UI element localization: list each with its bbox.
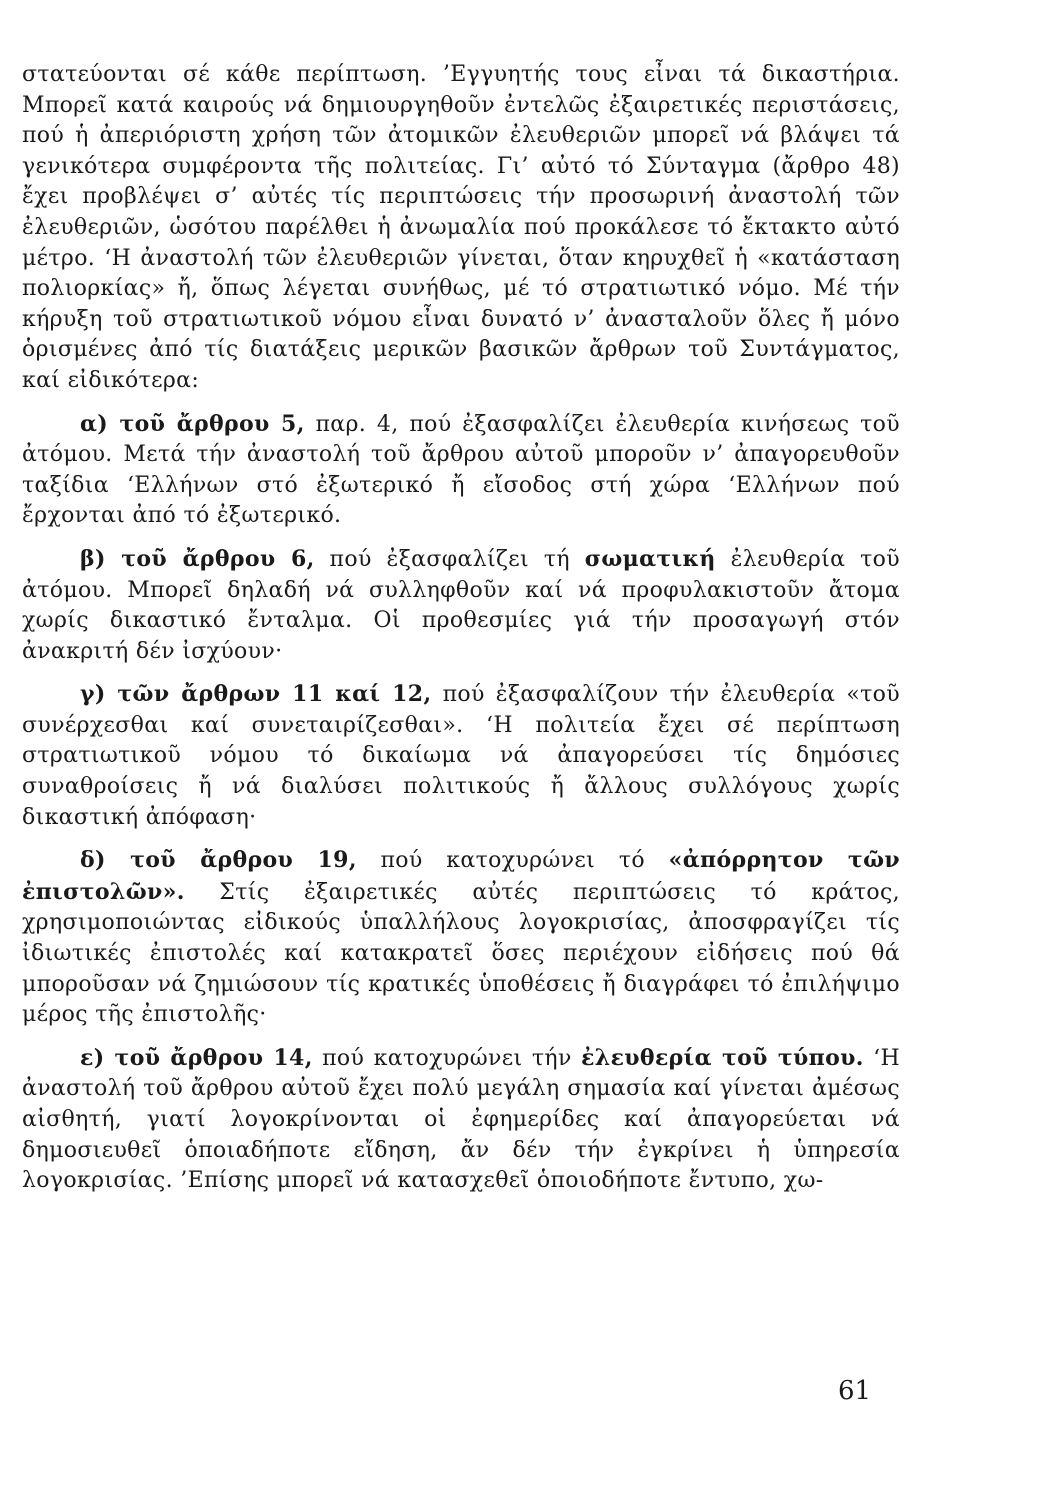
item-d-paragraph	[22, 845, 900, 1031]
item-b-paragraph	[22, 544, 900, 667]
item-e-bold-term: ἐλευθερία τοῦ τύπου.	[581, 1044, 864, 1071]
intro-paragraph: στατεύονται σέ κάθε περίπτωση. ’Εγγυητής τους εἶναι τά δικαστήρια. Μπορεῖ κατά καιρούς νά δημιουργηθοῦν ἐντελῶς ἐξαιρετικές περιστάσεις, πού ἡ ἀπεριόριστη χρήση τῶν ἀτομικῶν ἐλευθεριῶν μπορεῖ νά βλάψει τά γενικότερα συμφέροντα τῆς πολιτείας. Γι’ αὐτό τό Σύνταγμα (ἄρθρο 48) ἔχει προβλέψει σ’ αὐτές τίς περιπτώσεις τήν προσωρινή ἀναστολή τῶν ἐλευθεριῶν, ὡσότου παρέλθει ἡ ἀνωμαλία πού προκάλεσε τό ἔκτακτο αὐτό μέτρο. ‘Η ἀναστολή τῶν ἐλευθεριῶν γίνεται, ὅταν κηρυχθεῖ ἡ «κατάσταση πολιορκίας» ἤ, ὅπως λέγεται συνήθως, μέ τό στρατιωτικό νόμο. Μέ τήν κήρυξη τοῦ στρατιωτικοῦ νόμου εἶναι δυνατό ν’ ἀνασταλοῦν ὅλες ἤ μόνο ὁρισμένες ἀπό τίς διατάξεις μερικῶν βασικῶν ἄρθρων τοῦ Συντάγματος, καί εἰδικότερα:	[22, 62, 900, 393]
item-a-paragraph	[22, 409, 900, 532]
body-text	[22, 60, 900, 1197]
item-a-lead: α) τοῦ ἄρθρου 5,	[80, 410, 305, 437]
item-d-lead: δ) τοῦ ἄρθρου 19,	[80, 847, 357, 874]
item-e-text-2: ‘Η ἀναστολή τοῦ ἄρθρου αὐτοῦ ἔχει πολύ μεγάλη σημασία καί γίνεται ἀμέσως αἰσθητή, γιατί λογοκρίνονται οἱ ἐφημερίδες καί ἀπαγορεύεται νά δημοσιευθεῖ ὁποιαδήποτε εἴδηση, ἄν δέν τήν ἐγκρίνει ἡ ὑπηρεσία λογοκρισίας. ’Επίσης μπορεῖ νά κατασχεθεῖ ὁποιοδήποτε ἔντυπο, χω-	[22, 1045, 900, 1194]
item-e-lead: ε) τοῦ ἄρθρου 14,	[80, 1044, 313, 1071]
item-a-text: παρ. 4, πού ἐξασφαλίζει ἐλευθερία κινήσεως τοῦ ἀτόμου. Μετά τήν ἀναστολή τοῦ ἄρθρου αὐτοῦ μποροῦν ν’ ἀπαγορευθοῦν ταξίδια ‘Ελλήνων στό ἐξωτερικό ἤ εἴσοδος στή χώρα ‘Ελλήνων πού ἔρχονται ἀπό τό ἐξωτερικό.	[22, 411, 900, 529]
item-c-text: πού ἐξασφαλίζουν τήν ἐλευθερία «τοῦ συνέρχεσθαι καί συνεταιρίζεσθαι». ‘Η πολιτεία ἔχει σέ περίπτωση στρατιωτικοῦ νόμου τό δικαίωμα νά ἀπαγορεύσει τίς δημόσιες συναθροίσεις ἤ νά διαλύσει πολιτικούς ἤ ἄλλους συλλόγους χωρίς δικαστική ἀπόφαση·	[22, 682, 900, 830]
item-b-text-2: ἐλευθερία τοῦ ἀτόμου. Μπορεῖ δηλαδή νά συλληφθοῦν καί νά προφυλακιστοῦν ἄτομα χωρίς δικαστικό ἔνταλμα. Οἱ προθεσμίες γιά τήν προσαγωγή στόν ἀνακριτή δέν ἰσχύουν·	[22, 546, 901, 664]
item-d-bold-term: «ἀπόρρητον τῶν ἐπιστολῶν».	[22, 847, 900, 905]
item-e-text-1: πού κατοχυρώνει τήν	[312, 1045, 582, 1071]
item-d-text-2: Στίς ἐξαιρετικές αὐτές περιπτώσεις τό κράτος, χρησιμοποιώντας εἰδικούς ὑπαλλήλους λογοκρισίας, ἀποσφραγίζει τίς ἰδιωτικές ἐπιστολές καί κατακρατεῖ ὅσες περιέχουν εἰδήσεις πού θά μποροῦσαν νά ζημιώσουν τίς κρατικές ὑποθέσεις ἤ διαγράφει τό ἐπιλήψιμο μέρος τῆς ἐπιστολῆς·	[22, 879, 900, 1028]
item-b-lead: β) τοῦ ἄρθρου 6,	[80, 545, 315, 572]
item-b-bold-term: σωματική	[584, 545, 716, 572]
page-number: 61	[838, 1376, 872, 1406]
item-c-paragraph	[22, 679, 900, 833]
item-b-text-1: πού ἐξασφαλίζει τή	[314, 546, 585, 572]
item-d-text-1: πού κατοχυρώνει τό	[356, 848, 669, 874]
item-c-lead: γ) τῶν ἄρθρων 11 καί 12,	[80, 681, 432, 708]
item-e-paragraph	[22, 1043, 900, 1197]
